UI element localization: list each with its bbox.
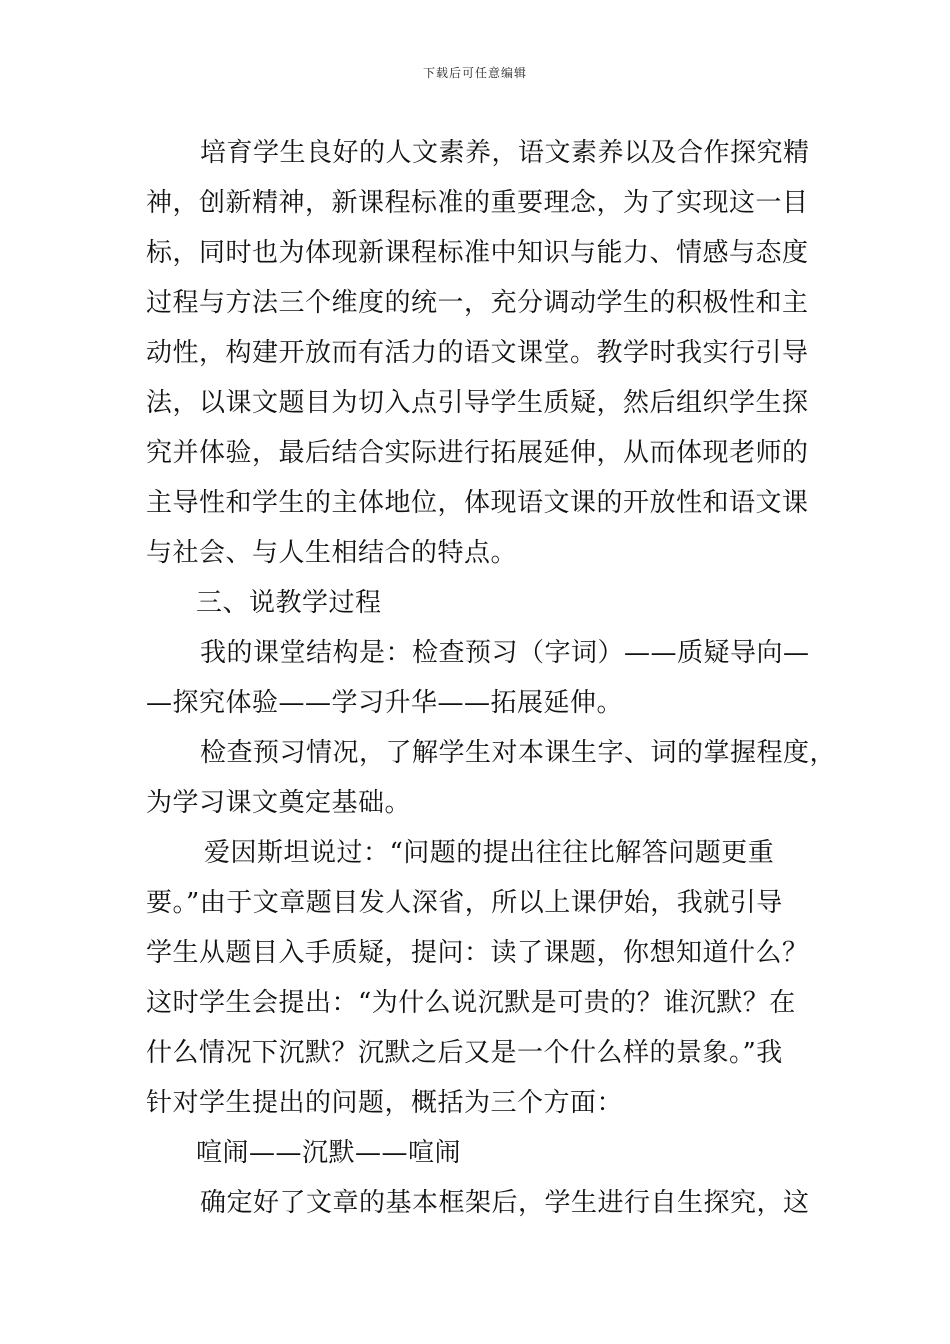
page-header: 下载后可任意编辑 xyxy=(422,66,527,80)
text-line: 检查预习情况，了解学生对本课生字、词的掌握程度， xyxy=(200,738,837,768)
text-line: 学生从题目入手质疑，提问：读了课题，你想知道什么？ xyxy=(146,938,809,968)
text-line: 我的课堂结构是：检查预习（字词）——质疑导向— xyxy=(200,638,810,668)
text-line: 标，同时也为体现新课程标准中知识与能力、情感与态度 xyxy=(146,238,809,268)
text-line: 法，以课文题目为切入点引导学生质疑，然后组织学生探 xyxy=(146,388,809,418)
text-line: —探究体验——学习升华——拓展延伸。 xyxy=(146,688,624,718)
text-line: 确定好了文章的基本框架后，学生进行自生探究，这 xyxy=(200,1188,810,1218)
text-line: 针对学生提出的问题，概括为三个方面： xyxy=(146,1088,624,1118)
text-line: 为学习课文奠定基础。 xyxy=(146,788,412,818)
text-line: 什么情况下沉默？沉默之后又是一个什么样的景象。”我 xyxy=(146,1038,783,1068)
text-line: 与社会、与人生相结合的特点。 xyxy=(146,538,518,568)
text-line: 究并体验，最后结合实际进行拓展延伸，从而体现老师的 xyxy=(146,438,809,468)
text-line: 神，创新精神，新课程标准的重要理念，为了实现这一目 xyxy=(146,188,809,218)
body-text xyxy=(146,128,837,1228)
text-line: 主导性和学生的主体地位，体现语文课的开放性和语文课 xyxy=(146,488,809,518)
text-line: 过程与方法三个维度的统一，充分调动学生的积极性和主 xyxy=(146,288,809,318)
text-line: 要。”由于文章题目发人深省，所以上课伊始，我就引导 xyxy=(146,888,783,918)
text-line: 动性，构建开放而有活力的语文课堂。教学时我实行引导 xyxy=(146,338,809,368)
text-line: 三、说教学过程 xyxy=(196,588,382,618)
text-line: 这时学生会提出：“为什么说沉默是可贵的？谁沉默？在 xyxy=(146,988,796,1018)
text-line: 培育学生良好的人文素养，语文素养以及合作探究精 xyxy=(200,138,810,168)
text-line: 喧闹——沉默——喧闹 xyxy=(196,1138,462,1168)
text-line: 爱因斯坦说过：“问题的提出往往比解答问题更重 xyxy=(204,838,775,868)
